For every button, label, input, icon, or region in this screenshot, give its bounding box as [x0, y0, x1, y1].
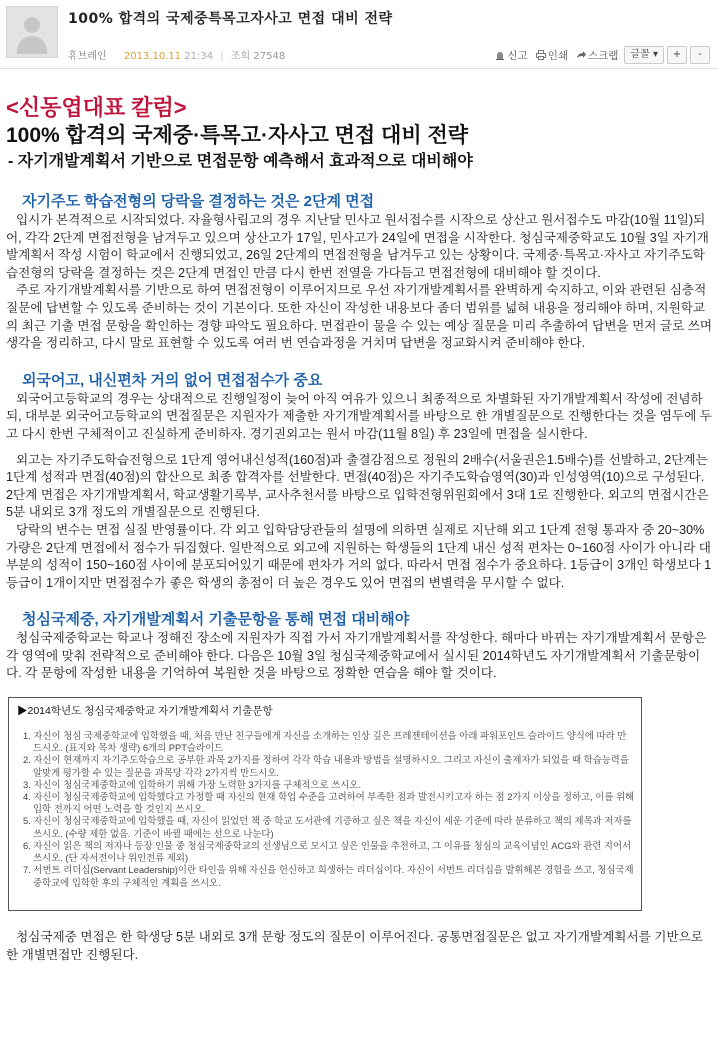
header-divider	[0, 68, 718, 69]
section-heading: 외국어고, 내신편차 거의 없어 면접점수가 중요	[22, 371, 323, 389]
post-time: 21:34	[184, 51, 214, 62]
font-increase-button[interactable]: +	[667, 46, 687, 64]
post-date: 2013.10.11	[123, 51, 182, 62]
closing-paragraph: 청심국제중 면접은 한 학생당 5분 내외로 3개 문항 정도의 질문이 이루어진다. 공통면접질문은 없고 자기개발계획서를 기반으로 한 개별면접만 진행된다.	[6, 930, 703, 962]
scrap-arrow-icon	[576, 50, 586, 60]
list-item: 6. 자신이 읽은 책의 저자나 등장 인물 중 청심국제중학교의 선생님으로 모시고 싶은 인물을 추천하고, 그 이유를 청심의 교육이념인 ACG와 관련 지어서 쓰시오. (단 자서전이나 위인전류 제외)	[23, 839, 632, 864]
meta-separator: |	[220, 51, 224, 62]
list-item: 7. 서번트 리더십(Servant Leadership)이란 타인을 위해 자신을 헌신하고 희생하는 리더십이다. 자신이 서번트 리더십을 발휘해본 경험을 쓰고, 청심국제중학교에 입학한 후의 구체적인 계획을 쓰시오.	[23, 864, 634, 888]
headline: 100% 합격의 국제중·특목고·자사고 면접 대비 전략	[6, 124, 469, 147]
post-title: 100% 합격의 국제중특목고자사고 면접 대비 전략	[68, 11, 393, 27]
section-2	[6, 371, 714, 593]
print-button[interactable]	[536, 48, 568, 63]
question-list	[23, 730, 635, 889]
avatar[interactable]	[6, 6, 58, 58]
paragraph: 외국어고등학교의 경우는 상대적으로 진행일정이 늦어 아직 여유가 있으니 최종적으로 차별화된 자기개발계획서 작성에 전념하되, 대부분 외국어고등학교의 면접질문은 지원자가 제출한 자기개발계획서를 바탕으로 한 개별질문으로 진행한다는 것을 염두에 두고 다시 한번 구체적이고 진실하게 준비하자. 경기권외고는 원서 마감(11월 8일) 후 23일에 면접을 실시한다.	[6, 391, 712, 441]
paragraph: 청심국제중학교는 학교나 정해진 장소에 지원자가 직접 가서 자기개발계획서를 작성한다. 해마다 바뀌는 자기개발계획서 문항은 각 영역에 맞춰 전략적으로 준비해야 한다. 다음은 10월 3일 청심국제중학교에서 실시된 2014학년도 자기개발계획서 기출문항이다. 각 문항에 작성한 내용을 기억하여 복원한 것을 바탕으로 정확한 연습을 해야 할 것이다.	[6, 631, 707, 681]
section-heading: 청심국제중, 자기개발계획서 기출문항을 통해 면접 대비해야	[22, 611, 410, 629]
list-item: 1. 자신이 청심 국제중학교에 입학했을 때, 처음 만난 친구들에게 자신을 소개하는 인상 깊은 프레젠테이션을 아래 파워포인트 슬라이드 양식에 따라 만드시오. (표지와 목차 생략) 6개의 PPT슬라이드	[23, 730, 627, 754]
list-item: 5. 자신이 청심국제중학교에 입학했을 때, 자신이 읽었던 책 중 학교 도서관에 기증하고 싶은 책을 자신이 세운 기준에 따라 분류하고 책의 제목과 저자를 쓰시오. (수량 제한 없음. 기준이 바뀔 때에는 선으로 나눈다)	[23, 815, 632, 839]
list-item: 2. 자신이 현재까지 자기주도학습으로 공부한 과목 2가지를 정하여 각각 학습 내용과 방법을 설명하시오. 그리고 자신이 출제자가 되었을 때 학습능력을 알맞게 평가할 수 있는 질문을 과목당 각각 2가지씩 만드시오.	[23, 754, 629, 778]
views-label: 조회	[230, 51, 251, 62]
post-meta	[68, 47, 285, 62]
subheadline: - 자기개발계획서 기반으로 면접문항 예측해서 효과적으로 대비해야	[8, 153, 473, 170]
exam-questions-box	[8, 697, 642, 911]
section-heading: 자기주도 학습전형의 당락을 결정하는 것은 2단계 면접	[22, 193, 375, 210]
post-header	[0, 0, 718, 68]
paragraph: 입시가 본격적으로 시작되었다. 자율형사립고의 경우 지난달 민사고 원서접수를 시작으로 상산고 원서접수도 마감(10월 11일)되어, 각각 2단계 면접전형을 남겨두고 있으며 상산고가 17일, 민사고가 24일에 면접을 시작한다. 청심국제중학교도 10월 3일 자기개발계획서 작성 시험이 학교에서 진행되었고, 26일 2단계의 면접전형을 남겨두고 있는 상황이다. 국제중·특목고·자사고 자기주도학습전형의 당락을 결정하는 것은 2단계 면접인 만큼 다시 한번 전열을 가다듬고 면접전형에 대비해야 할 것이다.	[6, 213, 709, 280]
scrap-label: 스크랩	[588, 49, 619, 62]
views-count: 27548	[253, 51, 286, 62]
article-body	[6, 94, 714, 964]
paragraph: 당락의 변수는 면접 실질 반영률이다. 각 외고 입학담당관들의 설명에 의하면 실제로 지난해 외고 1단계 전형 통과자 중 20~30%가량은 2단계 면접에서 점수가 뒤집혔다. 일반적으로 외고에 지원하는 학생들의 1단계 내신 성적 편차는 0~160점 사이가 아니라 대부분의 성적이 150~160점 사이에 분포되어있기 때문에 편차가 거의 없다. 따라서 면접 점수가 중요하다. 1등급이 3개인 학생보다 1등급이 1개이지만 면접점수가 좋은 학생의 총점이 더 높은 경우도 있어 면접의 변별력을 무시할 수 없다.	[6, 522, 712, 590]
post-toolbar	[487, 46, 710, 64]
box-title: ▶2014학년도 청심국제중학교 자기개발계획서 기출문항	[17, 705, 273, 718]
section-3	[6, 610, 714, 683]
siren-icon	[495, 50, 505, 60]
report-label: 신고	[507, 49, 528, 62]
paragraph: 외고는 자기주도학습전형으로 1단계 영어내신성적(160점)과 출결감점으로 정원의 2배수(서울권은1.5배수)를 선발하고, 2단계는 1단계 성적과 면접(40점)의 합산으로 최종 합격자를 선발한다. 면접(40점)은 자기주도학습영역(30)과 인성영역(10)으로 구성된다. 2단계 면접은 자기개발계획서, 학교생활기록부, 교사추천서를 바탕으로 입학전형위원회에서 3대 1로 진행한다. 외고의 면접시간은 5분 내외로 3개 정도의 개별질문으로 진행된다.	[6, 452, 709, 520]
list-item: 3. 자신이 청심국제중학교에 입학하기 위해 가장 노력한 3가지를 구체적으로 쓰시오.	[23, 778, 361, 790]
author-name[interactable]: 휴브레인	[68, 51, 107, 62]
column-tag: <신동엽대표 칼럼>	[6, 95, 187, 120]
report-button[interactable]	[495, 48, 527, 63]
print-label: 인쇄	[547, 49, 569, 62]
paragraph: 주로 자기개발계획서를 기반으로 하여 면접전형이 이루어지므로 우선 자기개발계획서를 완벽하게 숙지하고, 이와 관련된 심층적 질문에 답변할 수 있도록 준비하는 것이 기본이다. 또한 자신이 작성한 내용보다 좀더 범위를 넓혀 내용을 정리해야 하며, 지원학교의 최근 기출 면접 문항을 확인하는 경향 파악도 필요하다. 면접관이 물을 수 있는 예상 질문을 미리 추출하여 답변을 먼저 글로 쓰며 생각을 정리하고, 다시 말로 표현할 수 있도록 여러 번 연습과정을 거치며 답변을 정교화시켜 준비해야 한다.	[6, 283, 713, 351]
chevron-down-icon: ▾	[652, 49, 658, 60]
list-item: 4. 자신이 청심국제중학교에 입학했다고 가정할 때 자신의 현재 학업 수준을 고려하여 부족한 점과 발전시키고자 하는 점 2가지 이상을 정하고, 이를 위해 입학 전까지 어떤 노력을 할 것인지 쓰시오.	[23, 791, 635, 815]
section-1	[6, 192, 714, 353]
font-decrease-button[interactable]: -	[690, 46, 710, 64]
scrap-button[interactable]	[576, 48, 618, 63]
font-label: 글꼴	[630, 49, 650, 60]
font-select[interactable]	[624, 46, 664, 64]
printer-icon	[536, 50, 546, 60]
